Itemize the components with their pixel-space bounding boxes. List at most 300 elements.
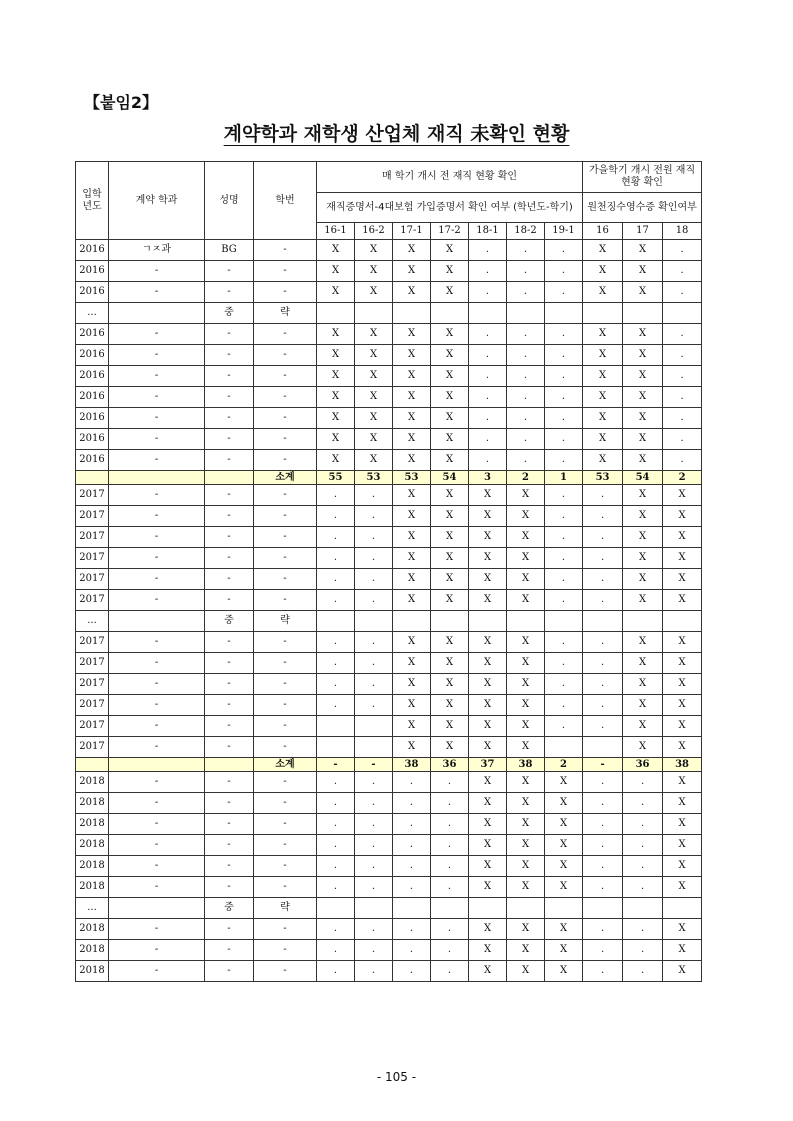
table-cell: X xyxy=(393,429,431,450)
table-cell: . xyxy=(469,261,507,282)
table-cell: 2017 xyxy=(76,737,109,758)
table-cell: . xyxy=(623,919,663,940)
table-cell: X xyxy=(545,919,583,940)
table-cell: 2017 xyxy=(76,485,109,506)
table-cell: . xyxy=(393,919,431,940)
table-cell xyxy=(317,716,355,737)
attachment-label: 【붙임2】 xyxy=(84,93,159,112)
table-cell: . xyxy=(431,793,469,814)
table-cell: X xyxy=(355,324,393,345)
table-cell: - xyxy=(205,793,254,814)
table-cell: X xyxy=(469,961,507,982)
table-cell xyxy=(109,758,205,772)
table-cell: . xyxy=(663,282,702,303)
document-title: 계약학과 재학생 산업체 재직 未확인 현황 xyxy=(223,123,570,145)
table-cell: X xyxy=(623,716,663,737)
table-cell: - xyxy=(109,653,205,674)
table-cell: - xyxy=(254,408,317,429)
table-cell: 2017 xyxy=(76,527,109,548)
table-cell xyxy=(583,898,623,919)
table-cell: X xyxy=(507,940,545,961)
table-cell xyxy=(317,303,355,324)
table-row xyxy=(76,653,702,674)
table-cell: . xyxy=(355,772,393,793)
table-cell: X xyxy=(393,261,431,282)
table-cell: - xyxy=(205,282,254,303)
table-cell: . xyxy=(317,506,355,527)
table-cell: 2016 xyxy=(76,366,109,387)
col-header-semester: 18-2 xyxy=(507,223,545,240)
table-cell: X xyxy=(393,716,431,737)
table-cell: X xyxy=(623,387,663,408)
col-header-semester: 17-2 xyxy=(431,223,469,240)
table-cell: 2017 xyxy=(76,632,109,653)
table-cell: X xyxy=(663,548,702,569)
table-cell: - xyxy=(205,366,254,387)
table-cell: X xyxy=(507,590,545,611)
table-cell: X xyxy=(507,506,545,527)
table-cell: . xyxy=(545,674,583,695)
table-cell: - xyxy=(254,485,317,506)
table-cell: 2 xyxy=(507,471,545,485)
table-cell: - xyxy=(254,366,317,387)
table-cell: X xyxy=(623,345,663,366)
table-cell: - xyxy=(254,695,317,716)
table-cell: . xyxy=(317,814,355,835)
table-cell: 략 xyxy=(254,898,317,919)
table-cell: - xyxy=(205,877,254,898)
table-cell: X xyxy=(663,716,702,737)
table-cell: X xyxy=(469,653,507,674)
table-cell: X xyxy=(507,919,545,940)
table-cell: X xyxy=(469,737,507,758)
table-row xyxy=(76,261,702,282)
table-cell: 2017 xyxy=(76,695,109,716)
table-cell: - xyxy=(109,569,205,590)
table-cell: X xyxy=(431,345,469,366)
table-cell: 38 xyxy=(393,758,431,772)
table-cell: - xyxy=(205,695,254,716)
table-cell xyxy=(583,737,623,758)
table-cell: X xyxy=(431,548,469,569)
table-cell: X xyxy=(393,345,431,366)
table-cell: - xyxy=(254,835,317,856)
table-cell: 2017 xyxy=(76,548,109,569)
table-cell: . xyxy=(583,527,623,548)
table-cell: ... xyxy=(76,898,109,919)
table-cell: 2018 xyxy=(76,772,109,793)
table-cell: - xyxy=(254,506,317,527)
table-cell: 2016 xyxy=(76,240,109,261)
table-cell: . xyxy=(583,653,623,674)
table-cell: . xyxy=(545,282,583,303)
table-cell: . xyxy=(663,387,702,408)
table-row xyxy=(76,940,702,961)
table-cell: X xyxy=(583,429,623,450)
table-row xyxy=(76,961,702,982)
table-cell: . xyxy=(469,345,507,366)
col-header-semester: 18-1 xyxy=(469,223,507,240)
table-cell: - xyxy=(205,632,254,653)
table-cell: X xyxy=(663,632,702,653)
table-cell: X xyxy=(663,961,702,982)
table-cell: - xyxy=(109,261,205,282)
table-cell: . xyxy=(317,856,355,877)
table-cell: X xyxy=(393,240,431,261)
table-cell: . xyxy=(623,877,663,898)
table-cell: 2016 xyxy=(76,387,109,408)
table-cell xyxy=(431,303,469,324)
table-row xyxy=(76,324,702,345)
table-cell: - xyxy=(109,919,205,940)
table-cell: X xyxy=(663,527,702,548)
table-cell: . xyxy=(507,408,545,429)
table-cell: - xyxy=(254,450,317,471)
table-cell: . xyxy=(545,632,583,653)
table-cell: 2017 xyxy=(76,674,109,695)
table-cell: . xyxy=(355,632,393,653)
table-cell: . xyxy=(317,877,355,898)
table-cell: X xyxy=(431,408,469,429)
table-cell: X xyxy=(431,590,469,611)
table-cell: X xyxy=(583,450,623,471)
table-cell: X xyxy=(507,835,545,856)
table-cell: . xyxy=(393,856,431,877)
table-cell xyxy=(205,471,254,485)
table-row xyxy=(76,240,702,261)
table-cell: . xyxy=(545,366,583,387)
table-cell: . xyxy=(583,716,623,737)
table-cell: . xyxy=(623,772,663,793)
table-cell: . xyxy=(545,590,583,611)
table-cell: X xyxy=(545,814,583,835)
table-cell: 53 xyxy=(583,471,623,485)
table-cell: . xyxy=(355,569,393,590)
table-cell: 2018 xyxy=(76,856,109,877)
table-cell: . xyxy=(663,450,702,471)
table-cell xyxy=(317,898,355,919)
table-row xyxy=(76,632,702,653)
table-cell: . xyxy=(583,814,623,835)
table-cell: - xyxy=(205,653,254,674)
table-cell: X xyxy=(469,856,507,877)
col-header-semester: 17-1 xyxy=(393,223,431,240)
header-annual-sub: 원천징수영수증 확인여부 xyxy=(583,193,702,223)
table-cell: . xyxy=(317,632,355,653)
table-cell: X xyxy=(317,324,355,345)
table-cell: X xyxy=(623,408,663,429)
table-cell: . xyxy=(355,548,393,569)
table-cell: - xyxy=(205,590,254,611)
table-cell: X xyxy=(355,366,393,387)
table-cell xyxy=(393,898,431,919)
table-cell: X xyxy=(393,450,431,471)
table-cell: - xyxy=(205,429,254,450)
table-cell xyxy=(545,611,583,632)
table-cell: X xyxy=(469,835,507,856)
table-cell xyxy=(393,611,431,632)
subtotal-row xyxy=(76,471,702,485)
table-cell: 중 xyxy=(205,303,254,324)
table-cell: X xyxy=(663,835,702,856)
table-cell: X xyxy=(317,450,355,471)
table-cell: - xyxy=(109,793,205,814)
table-cell: . xyxy=(545,450,583,471)
table-cell: X xyxy=(431,485,469,506)
table-cell: . xyxy=(317,590,355,611)
table-cell: X xyxy=(469,548,507,569)
table-row xyxy=(76,737,702,758)
table-cell: . xyxy=(623,814,663,835)
table-cell: X xyxy=(431,569,469,590)
table-cell: - xyxy=(109,282,205,303)
table-cell: . xyxy=(545,527,583,548)
table-cell: . xyxy=(545,345,583,366)
table-row xyxy=(76,674,702,695)
table-cell: X xyxy=(507,695,545,716)
table-cell: 2 xyxy=(663,471,702,485)
table-cell: - xyxy=(254,772,317,793)
table-cell: X xyxy=(317,240,355,261)
table-cell: X xyxy=(393,527,431,548)
table-cell: - xyxy=(205,961,254,982)
omitted-row xyxy=(76,611,702,632)
table-cell: - xyxy=(109,877,205,898)
page-number: - 105 - xyxy=(376,1070,417,1084)
table-cell: X xyxy=(393,674,431,695)
table-cell: 2017 xyxy=(76,716,109,737)
table-cell: . xyxy=(317,548,355,569)
table-cell: . xyxy=(431,940,469,961)
table-cell: X xyxy=(623,324,663,345)
table-cell: - xyxy=(205,814,254,835)
table-cell: . xyxy=(355,877,393,898)
table-cell: - xyxy=(205,674,254,695)
table-cell: X xyxy=(663,737,702,758)
table-cell: - xyxy=(109,548,205,569)
table-cell: . xyxy=(583,919,623,940)
table-cell: X xyxy=(507,632,545,653)
table-cell: X xyxy=(431,240,469,261)
table-cell: . xyxy=(393,814,431,835)
table-cell: - xyxy=(205,261,254,282)
table-cell: - xyxy=(109,485,205,506)
table-cell: X xyxy=(469,590,507,611)
table-cell: - xyxy=(109,737,205,758)
table-cell: 중 xyxy=(205,898,254,919)
table-cell: . xyxy=(431,835,469,856)
table-cell: 2017 xyxy=(76,653,109,674)
table-cell: . xyxy=(431,772,469,793)
table-cell: - xyxy=(109,772,205,793)
table-cell: X xyxy=(469,940,507,961)
table-cell: X xyxy=(663,485,702,506)
table-cell: - xyxy=(109,835,205,856)
table-cell: . xyxy=(663,240,702,261)
table-cell: X xyxy=(623,282,663,303)
table-cell: X xyxy=(545,793,583,814)
table-cell: - xyxy=(254,345,317,366)
table-cell: - xyxy=(254,940,317,961)
table-cell: . xyxy=(393,772,431,793)
table-cell: . xyxy=(317,485,355,506)
subtotal-row xyxy=(76,758,702,772)
table-cell: . xyxy=(317,919,355,940)
table-cell: . xyxy=(545,485,583,506)
table-cell: X xyxy=(507,653,545,674)
table-cell: - xyxy=(254,261,317,282)
table-cell: . xyxy=(545,429,583,450)
table-cell: X xyxy=(583,261,623,282)
table-cell xyxy=(355,303,393,324)
table-cell: . xyxy=(583,569,623,590)
table-cell: - xyxy=(205,527,254,548)
table-cell: - xyxy=(205,450,254,471)
table-cell: . xyxy=(663,261,702,282)
table-cell: . xyxy=(355,814,393,835)
table-cell: . xyxy=(355,835,393,856)
table-cell: X xyxy=(623,450,663,471)
table-cell: - xyxy=(205,716,254,737)
table-cell: X xyxy=(355,387,393,408)
table-cell: X xyxy=(663,877,702,898)
table-cell: . xyxy=(393,961,431,982)
table-row xyxy=(76,793,702,814)
table-cell: - xyxy=(109,856,205,877)
table-cell: X xyxy=(623,653,663,674)
table-cell: - xyxy=(109,961,205,982)
table-cell: . xyxy=(583,793,623,814)
table-cell: X xyxy=(431,737,469,758)
table-cell: . xyxy=(545,506,583,527)
table-cell: X xyxy=(583,282,623,303)
table-cell: . xyxy=(663,366,702,387)
table-cell: 36 xyxy=(623,758,663,772)
table-cell: . xyxy=(545,569,583,590)
table-cell: - xyxy=(205,569,254,590)
table-cell: X xyxy=(431,695,469,716)
table-cell xyxy=(431,611,469,632)
table-body xyxy=(76,240,702,982)
table-cell: X xyxy=(393,324,431,345)
table-cell xyxy=(623,611,663,632)
table-cell: X xyxy=(623,548,663,569)
table-cell: . xyxy=(469,240,507,261)
table-row xyxy=(76,366,702,387)
table-cell: - xyxy=(254,877,317,898)
table-cell: - xyxy=(109,506,205,527)
table-cell: . xyxy=(317,695,355,716)
table-cell: - xyxy=(254,716,317,737)
table-cell: . xyxy=(623,961,663,982)
table-cell: - xyxy=(254,793,317,814)
table-cell: X xyxy=(393,387,431,408)
table-cell: X xyxy=(663,772,702,793)
table-cell: 2016 xyxy=(76,324,109,345)
header-annual-group: 가을학기 개시 전원 재직 현황 확인 xyxy=(583,162,702,193)
table-cell: BG xyxy=(205,240,254,261)
table-cell xyxy=(545,898,583,919)
table-cell: X xyxy=(431,261,469,282)
table-cell: X xyxy=(663,590,702,611)
table-cell: X xyxy=(507,772,545,793)
table-cell: 2018 xyxy=(76,940,109,961)
table-cell: . xyxy=(583,485,623,506)
table-cell: . xyxy=(355,590,393,611)
table-cell: - xyxy=(254,387,317,408)
table-cell: X xyxy=(469,793,507,814)
table-cell: ... xyxy=(76,611,109,632)
table-cell: X xyxy=(431,716,469,737)
table-cell: . xyxy=(545,653,583,674)
table-cell: 2018 xyxy=(76,835,109,856)
table-cell: - xyxy=(205,919,254,940)
table-cell: . xyxy=(355,793,393,814)
table-cell: . xyxy=(623,835,663,856)
table-cell: 2016 xyxy=(76,429,109,450)
table-cell: . xyxy=(545,387,583,408)
table-cell: X xyxy=(545,772,583,793)
status-table xyxy=(75,161,702,982)
table-cell: - xyxy=(254,814,317,835)
table-cell: X xyxy=(623,632,663,653)
table-cell: X xyxy=(507,856,545,877)
table-cell: - xyxy=(109,695,205,716)
table-cell: . xyxy=(583,548,623,569)
table-cell: X xyxy=(393,632,431,653)
table-cell: . xyxy=(583,772,623,793)
table-cell: X xyxy=(663,506,702,527)
table-cell xyxy=(355,898,393,919)
table-cell: X xyxy=(431,429,469,450)
table-cell: - xyxy=(109,632,205,653)
table-cell: X xyxy=(393,485,431,506)
table-cell: . xyxy=(355,653,393,674)
table-cell: . xyxy=(507,450,545,471)
table-cell: 략 xyxy=(254,303,317,324)
table-cell: - xyxy=(254,590,317,611)
table-cell: . xyxy=(317,772,355,793)
table-cell: - xyxy=(205,940,254,961)
table-cell: X xyxy=(507,485,545,506)
col-header-annual: 16 xyxy=(583,223,623,240)
table-cell: X xyxy=(431,506,469,527)
table-cell: 2018 xyxy=(76,814,109,835)
table-cell: - xyxy=(109,387,205,408)
table-cell: X xyxy=(355,345,393,366)
table-cell: - xyxy=(254,569,317,590)
table-row xyxy=(76,856,702,877)
table-cell: X xyxy=(431,632,469,653)
table-cell: X xyxy=(393,737,431,758)
table-cell: X xyxy=(431,653,469,674)
table-cell: . xyxy=(583,961,623,982)
table-cell: - xyxy=(205,548,254,569)
table-cell: . xyxy=(663,345,702,366)
table-cell xyxy=(76,758,109,772)
table-cell: . xyxy=(507,324,545,345)
table-row xyxy=(76,408,702,429)
table-cell: X xyxy=(469,919,507,940)
table-cell: . xyxy=(507,345,545,366)
table-cell: . xyxy=(583,940,623,961)
table-cell: X xyxy=(393,366,431,387)
table-cell: X xyxy=(469,877,507,898)
table-cell: X xyxy=(623,366,663,387)
table-cell: . xyxy=(469,324,507,345)
table-cell: X xyxy=(469,485,507,506)
header-year: 입학 년도 xyxy=(76,162,109,240)
